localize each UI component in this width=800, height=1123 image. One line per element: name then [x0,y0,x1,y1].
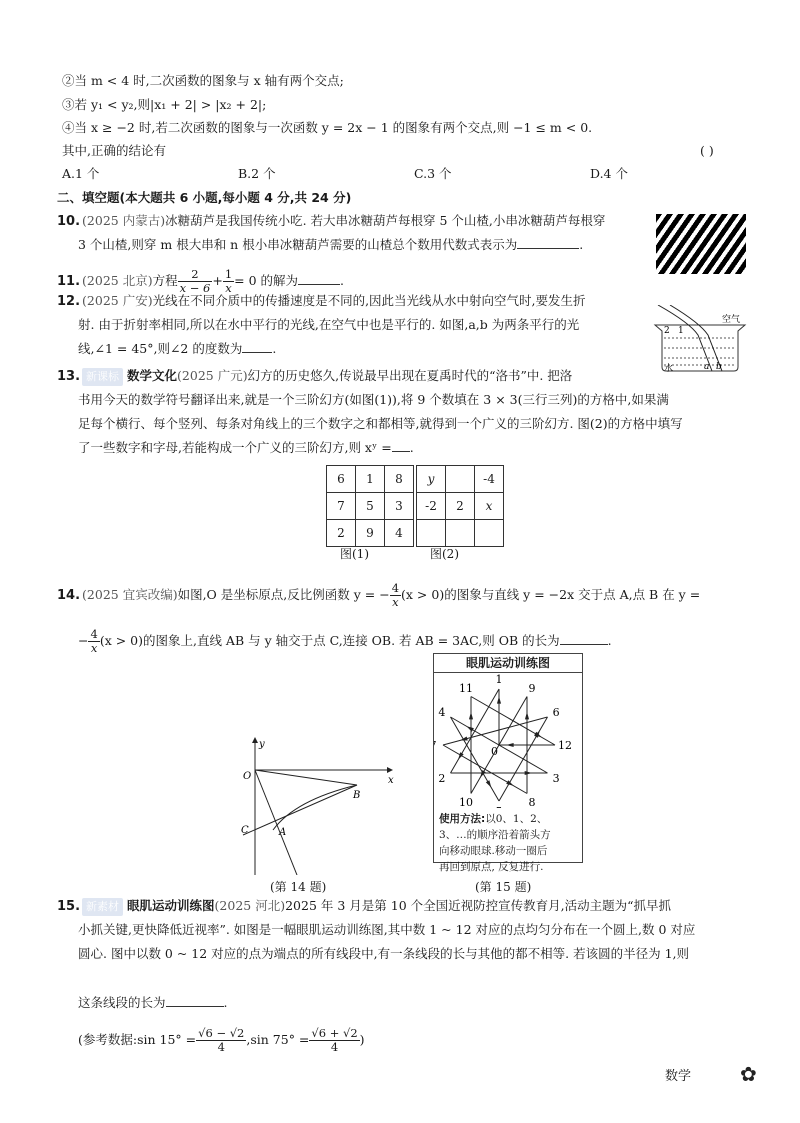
q15-line1 [57,897,671,916]
q10-line1 [57,212,605,231]
den: x − 6 [179,281,211,295]
q10-line2 [78,236,583,254]
eye-point-label: 6 [552,706,560,719]
grid-cell: 8 [385,466,414,493]
eye-point-label [496,805,503,808]
arrow-icon [497,696,501,703]
plus: + [212,273,223,288]
q9-item2: ②当 m < 4 时,二次函数的图象与 x 轴有两个交点; [62,73,344,88]
grid-cell: -4 [475,466,504,493]
water-label: 水 [664,364,674,374]
q13-line4 [78,439,414,457]
grid-cell: y [417,466,446,493]
q10-photo [656,214,746,274]
eye-chart-usage [434,811,582,875]
eye-point-label: 3 [552,772,560,785]
q10-answer-blank[interactable] [517,236,579,249]
q10-number: 10. [57,214,81,229]
q9-item4: ④当 x ≥ −2 时,若二次函数的图象与一次函数 y = 2x − 1 的图象有两个交点,则 −1 ≤ m < 0. [62,120,593,135]
q12-answer-blank[interactable] [242,340,272,353]
num: √6 − √2 [198,1026,245,1040]
den: 4 [217,1040,225,1054]
eye-point-label: 11 [459,681,473,695]
num: 4 [391,581,400,595]
den: x [90,641,98,655]
grid-cell [417,520,446,547]
grid-row [327,493,414,520]
den: x [225,281,232,295]
arrow-icon [486,780,491,787]
q9-option-c: C.3 个 [414,166,452,181]
grid-cell: 6 [327,466,356,493]
eye-point-label: 1 [495,673,503,686]
grid-cell: 7 [327,493,356,520]
q10-text: 冰糖葫芦是我国传统小吃. 若大串冰糖葫芦每根穿 5 个山楂,小串冰糖葫芦每根穿 [165,213,606,228]
den: 4 [330,1040,339,1054]
section-title: 二、填空题(本大题共 6 小题,每小题 4 分,共 24 分) [57,190,352,205]
eye-path-segment [451,717,499,801]
q13-tag-badge: 新课标 [82,368,123,386]
q11-answer-blank[interactable] [298,272,340,285]
grid-row [327,520,414,547]
q9-answer-paren: ( ) [700,143,714,158]
end: . [223,995,228,1010]
eye-point-label: 9 [528,681,536,695]
q14-fraction [390,582,401,609]
hyperbola-curve [273,785,357,830]
eye-chart-box [433,653,583,873]
q10-source: (2025 内蒙古) [82,213,166,228]
end: . [409,440,414,455]
q11-fraction1 [178,268,213,295]
q11-number: 11. [57,274,81,289]
q11-pre: 方程 [152,273,178,288]
q13-text1: 幻方的历史悠久,传说最早出现在夏禹时代的“洛书”中. 把洛 [247,368,573,383]
grid-cell [446,520,475,547]
grid-cell [475,520,504,547]
point-b-label: B [353,790,361,801]
eye-path-segment [499,717,547,801]
q13-line2: 书用今天的数学符号翻译出来,就是一个三阶幻方(如图(1)),将 9 个数填在 3 × 3(三行三列)的方格中,如果满 [78,392,669,407]
origin-label: O [243,771,252,782]
eye-point-label: 8 [528,796,536,808]
num: 1 [224,267,233,281]
x-label: x [388,775,394,786]
y-label: y [259,739,265,750]
q14-source: (2025 宜宾改编) [82,587,178,602]
den: x [392,595,399,609]
q11-post: = 0 的解为 [234,273,299,288]
q15-line2: 小抓关键,更快降低近视率”. 如图是一幅眼肌运动训练图,其中数 1 ~ 12 对应的点均匀分布在一个圆上,数 0 对应 [78,922,696,937]
grid-row [417,520,504,547]
magic-square-2 [416,465,504,547]
grid-row [417,466,504,493]
q14-line2 [78,620,612,655]
q9-item3: ③若 y₁ < y₂,则|x₁ + 2| > |x₂ + 2|; [62,97,267,112]
end: . [607,633,612,648]
grid-cell: 2 [446,493,475,520]
ref-pre: (参考数据:sin 15° = [78,1032,197,1047]
q11-source: (2025 北京) [82,273,153,288]
q9-prompt: 其中,正确的结论有 [62,143,166,158]
angle2-label: 2 [664,326,670,336]
usage-line: 3、…的顺序沿着箭头方 [439,829,551,841]
usage-line: 向移动眼球.移动一圈后 [439,845,548,857]
magic-square-1 [326,465,414,547]
usage-line: 再回到原点, 反复进行. [439,861,544,873]
q15-text4: 这条线段的长为 [78,995,166,1010]
q13-source: (2025 广元) [177,368,248,383]
ref-mid: ,sin 75° = [246,1032,310,1047]
ray-b-label: b [716,362,722,372]
q15-number: 15. [57,899,81,914]
num: √6 + √2 [311,1026,358,1040]
end: . [272,341,277,356]
q15-reference [78,1027,365,1054]
q13-number: 13. [57,369,81,384]
grid-cell: x [475,493,504,520]
q13-line1 [57,367,572,386]
q14-coordinate-figure [225,735,395,875]
q10-text2: 3 个山楂,则穿 m 根大串和 n 根小串冰糖葫芦需要的山楂总个数用代数式表示为 [78,237,518,252]
q13-answer-blank[interactable] [392,439,410,452]
q13-line3: 足每个横行、每个竖列、每条对角线上的三个数字之和都相等,就得到一个广义的三阶幻方. 图(2)的方格中填写 [78,416,683,431]
eye-center-label: 0 [491,745,498,758]
point-c-label: C [241,825,249,836]
q11-fraction2 [223,268,234,295]
grid-cell: 2 [327,520,356,547]
grid-cell: 3 [385,493,414,520]
q14-text1b: (x > 0)的图象与直线 y = −2x 交于点 A,点 B 在 y = [401,587,701,602]
q14-number: 14. [57,588,81,603]
q12-line2: 射. 由于折射率相同,所以在水中平行的光线,在空气中也是平行的. 如图,a,b 为两条平行的光 [78,317,580,332]
eye-point-label: 10 [459,796,473,808]
q12-line3 [78,340,276,358]
end: . [340,273,345,288]
arrow-icon [506,743,513,747]
point-a-label: A [279,827,287,838]
q12-text3: 线,∠1 = 45°,则∠2 的度数为 [78,341,243,356]
sin75-fraction [309,1027,359,1054]
q11-line [57,268,344,295]
q15-tag-badge: 新素材 [82,898,123,916]
minus: − [78,633,89,648]
figure1-caption: 图(1) [340,547,369,561]
q14-answer-blank[interactable] [560,620,608,645]
air-label: 空气 [722,315,741,325]
q12-number: 12. [57,294,81,309]
arrow-icon [460,737,468,741]
q15-text1: 2025 年 3 月是第 10 个全国近视防控宣传教育月,活动主题为“抓早抓 [285,898,671,913]
q15-answer-blank[interactable] [166,982,224,1007]
q12-text1: 光线在不同介质中的传播速度是不同的,因此当光线从水中射向空气时,要发生折 [152,293,586,308]
eye-chart-diagram [434,673,582,808]
arrow-icon [525,712,529,719]
q9-option-d: D.4 个 [590,166,628,181]
footer-mascot-icon: ✿ [740,1062,757,1086]
usage-line: 以0、1、2、 [485,813,548,825]
eye-point-label [434,739,437,752]
sin15-fraction [196,1027,246,1054]
line-ab [243,785,357,835]
arrow-icon [469,712,473,719]
q12-line1 [57,292,586,311]
footer-subject: 数学 [665,1069,692,1084]
q14-text1a: 如图,O 是坐标原点,反比例函数 y = − [177,587,390,602]
q15-topic: 眼肌运动训练图 [127,898,215,913]
q15-line4 [78,982,228,1012]
grid-row [417,493,504,520]
q9-option-b: B.2 个 [238,166,276,181]
angle1-label: 1 [678,326,684,336]
eye-point-label: 2 [438,772,446,785]
q14-text2b: (x > 0)的图象上,直线 AB 与 y 轴交于点 C,连接 OB. 若 AB = 3AC,则 OB 的长为 [99,633,560,648]
ray-a-label: a [704,362,710,372]
usage-label: 使用方法: [439,813,486,825]
q10-end: . [579,237,584,252]
figure2-caption: 图(2) [430,547,459,561]
grid-cell: -2 [417,493,446,520]
segment-ob [255,770,357,785]
grid-cell: 4 [385,520,414,547]
q14-fraction2 [88,628,99,655]
grid-cell [446,466,475,493]
arrow-icon [525,771,532,775]
q15-line3: 圆心. 图中以数 0 ~ 12 对应的点为端点的所有线段中,有一条线段的长与其他的都不相等. 若该圆的半径为 1,则 [78,946,689,961]
grid-cell: 5 [356,493,385,520]
eye-chart-title: 眼肌运动训练图 [434,654,582,673]
eye-point-label: 12 [558,739,572,752]
arrow-icon [466,726,473,731]
num: 4 [90,627,98,641]
eye-point-label: 4 [438,706,446,719]
q14-caption: (第 14 题) [270,880,327,894]
ref-post: ) [359,1032,365,1047]
q15-source: (2025 河北) [214,898,286,913]
q15-caption: (第 15 题) [475,880,532,894]
grid-cell: 1 [356,466,385,493]
num: 2 [178,268,213,282]
q12-source: (2025 广安) [82,293,153,308]
q13-text4: 了一些数字和字母,若能构成一个广义的三阶幻方,则 xʸ = [78,440,392,455]
q9-option-a: A.1 个 [62,166,100,181]
grid-cell: 9 [356,520,385,547]
q12-refraction-figure [650,305,750,375]
q13-topic: 数学文化 [127,368,178,383]
eye-path-segment [471,697,555,745]
q14-line1 [57,582,700,609]
grid-row [327,466,414,493]
line-y-neg2x [255,770,297,875]
